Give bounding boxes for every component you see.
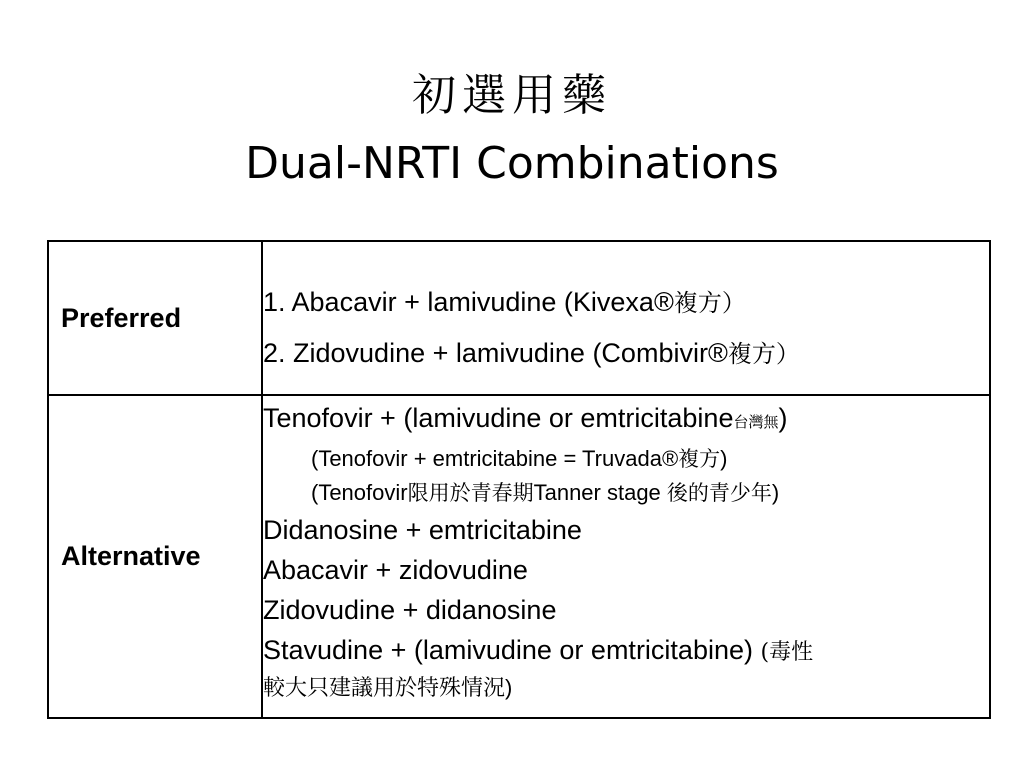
row-label-cell [48, 241, 262, 395]
alternative-item-didanosine: Didanosine + emtricitabine [263, 515, 582, 545]
row-label-alternative: Alternative [61, 541, 201, 571]
alternative-subnote-tanner: (Tenofovir限用於青春期Tanner stage 後的青少年) [311, 480, 780, 505]
row-label-cell [48, 395, 262, 718]
preferred-item-2: 2. Zidovudine + lamivudine (Combivir®複方） [263, 338, 800, 368]
alternative-item-abacavir: Abacavir + zidovudine [263, 555, 528, 585]
preferred-item-1: 1. Abacavir + lamivudine (Kivexa®複方） [263, 287, 746, 317]
table-row-alternative [48, 395, 990, 718]
alternative-subnote-truvada: (Tenofovir + emtricitabine = Truvada®複方) [311, 446, 728, 471]
title-english: Dual-NRTI Combinations [245, 138, 779, 189]
row-label-preferred: Preferred [61, 302, 182, 333]
alternative-stavudine-note: 較大只建議用於特殊情況) [263, 675, 513, 701]
alternative-content [262, 395, 990, 718]
alternative-item-zidovudine: Zidovudine + didanosine [263, 595, 557, 625]
nrti-table [47, 240, 991, 719]
table-row-preferred [48, 241, 990, 395]
title-chinese: 初選用藥 [412, 70, 612, 121]
alternative-item-tenofovir: Tenofovir + (lamivudine or emtricitabine台灣無) [263, 403, 788, 433]
preferred-content [262, 241, 990, 395]
alternative-item-stavudine: Stavudine + (lamivudine or emtricitabine) (毒性 [263, 635, 814, 665]
